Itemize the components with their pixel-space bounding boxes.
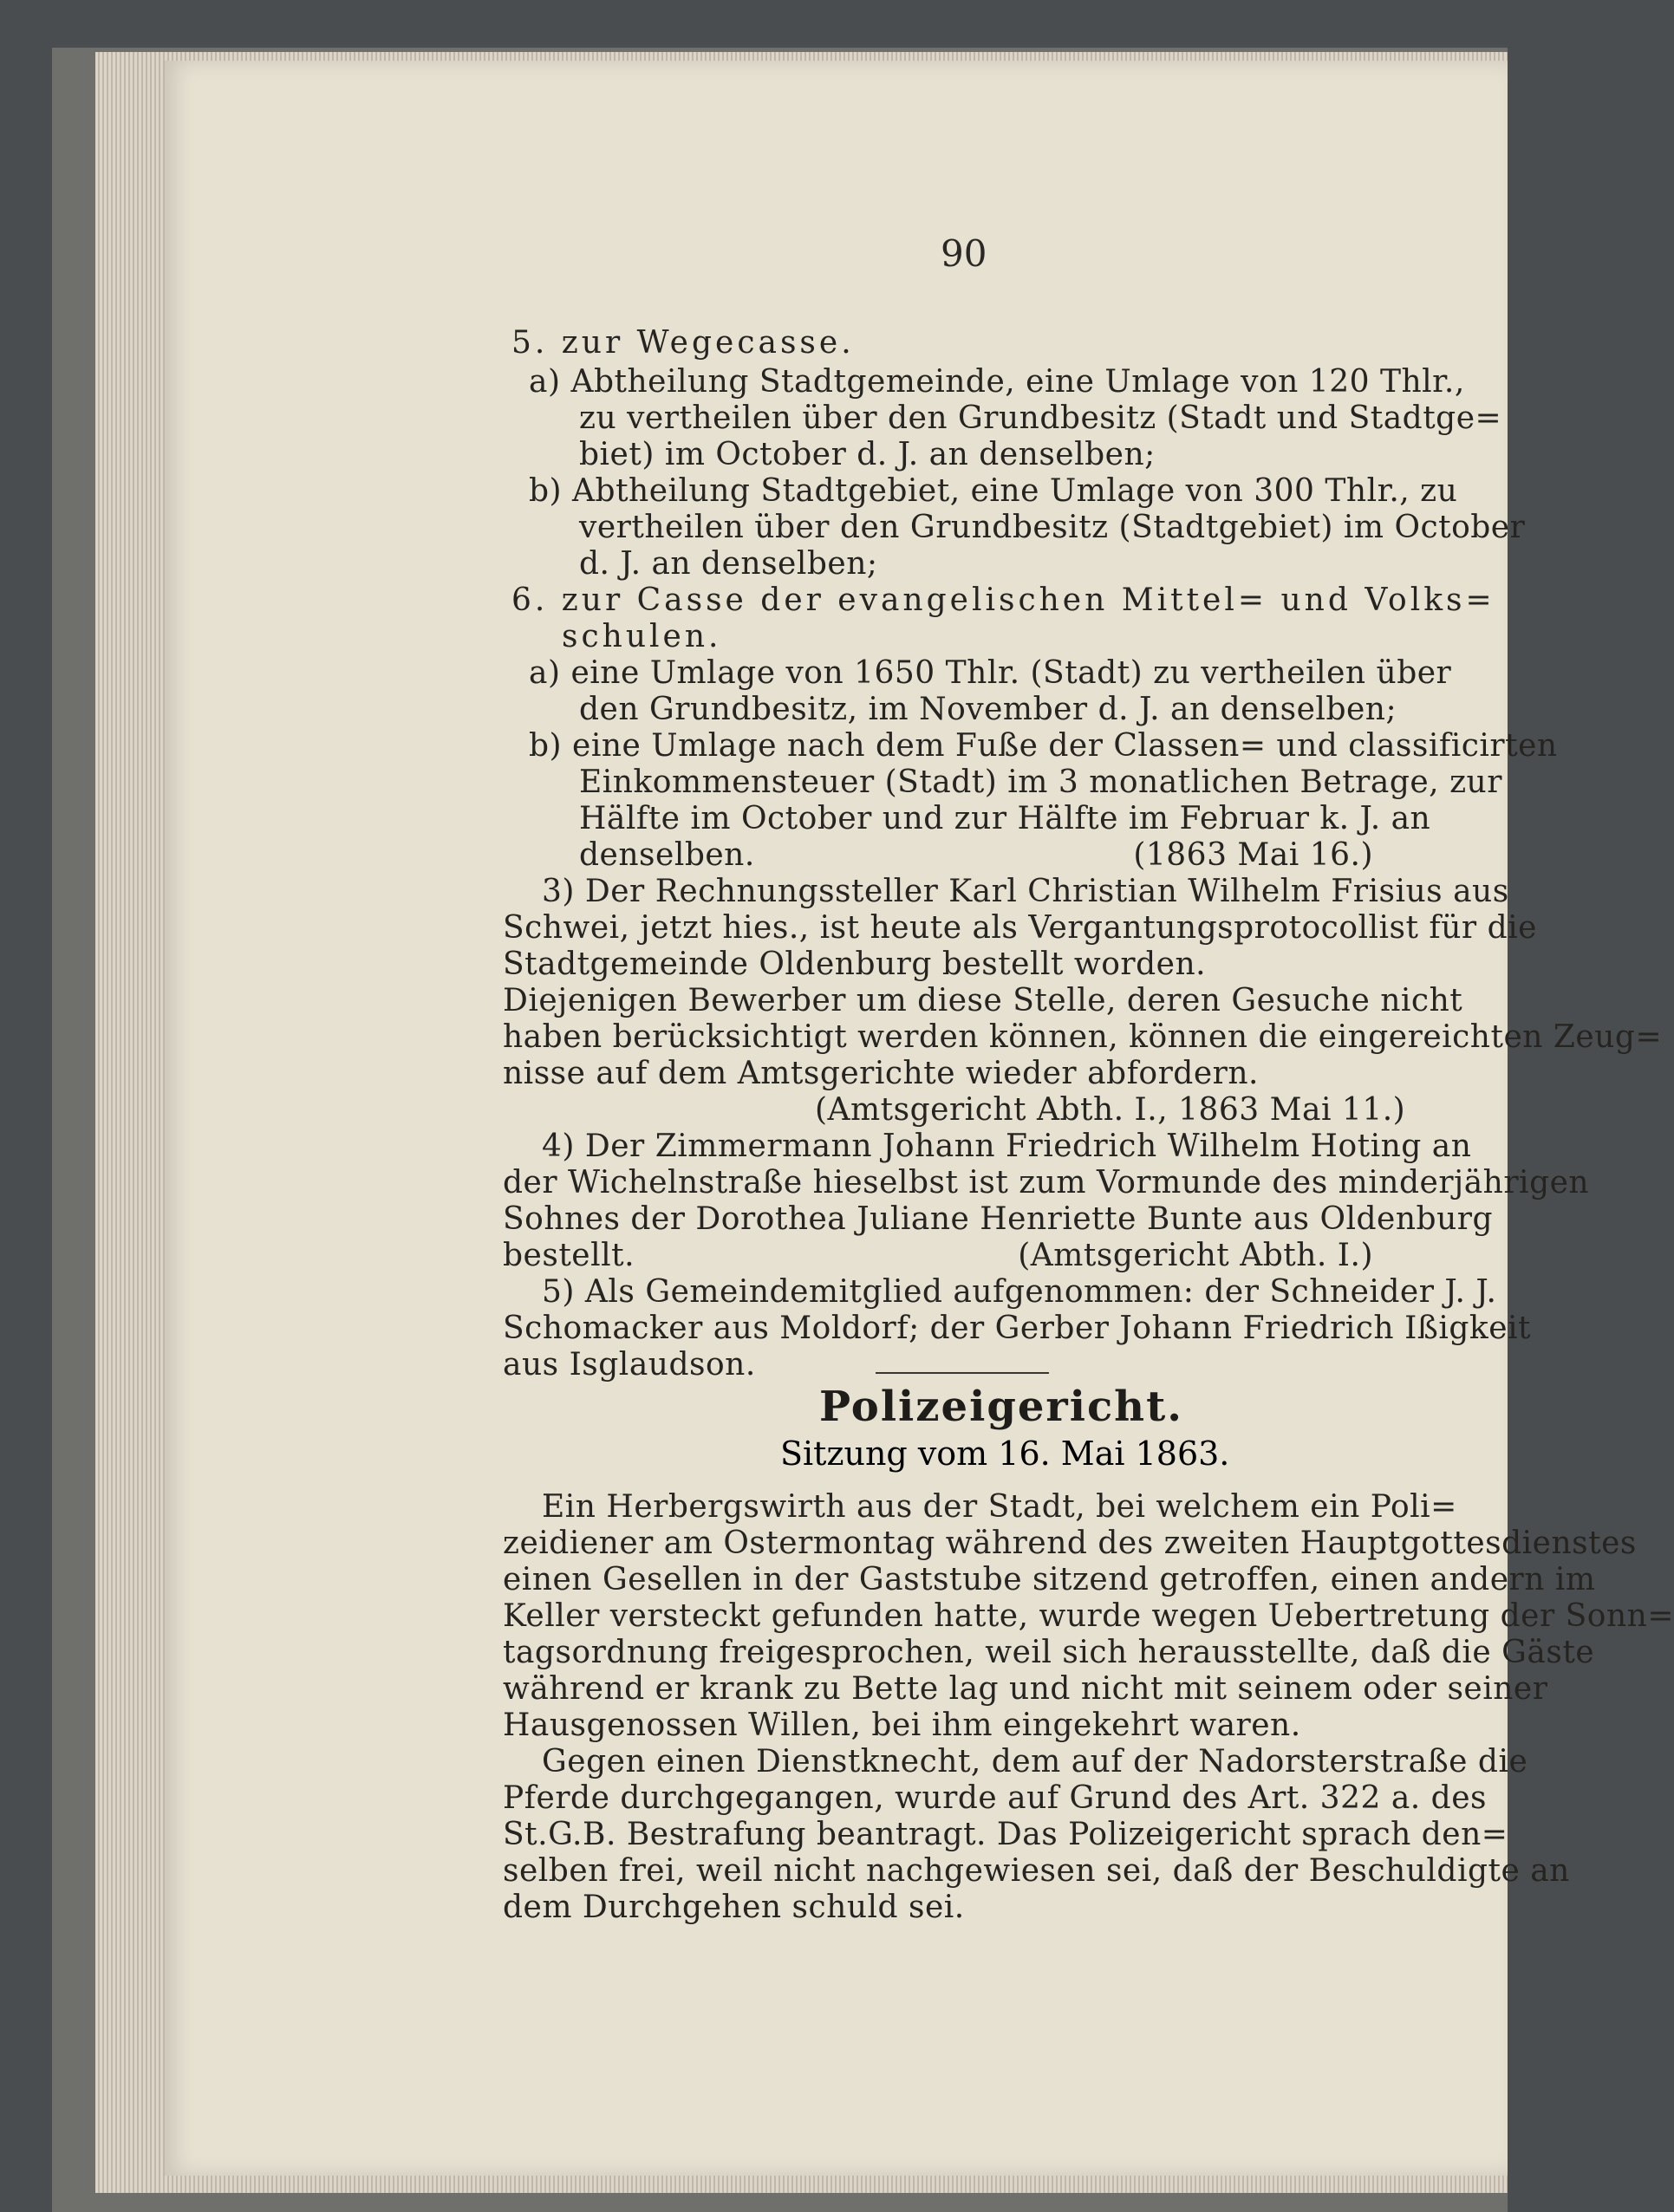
source-note: (1863 Mai 16.): [1133, 837, 1373, 873]
text-line: Einkommensteuer (Stadt) im 3 monatlichen Betrage, zur: [579, 764, 1502, 800]
section-title: Polizeigericht.: [819, 1382, 1183, 1431]
text-line: [579, 837, 1373, 873]
text-line: Keller versteckt gefunden hatte, wurde wegen Uebertretung der Sonn=: [503, 1598, 1674, 1634]
section-6-heading: schulen.: [562, 619, 722, 654]
text-line: aus Isglaudson.: [503, 1347, 756, 1382]
text-line: a) Abtheilung Stadtgemeinde, eine Umlage von 120 Thlr.,: [529, 364, 1465, 400]
text-line: 5) Als Gemeindemitglied aufgenommen: der Schneider J. J.: [542, 1274, 1497, 1310]
text-fragment: denselben.: [579, 837, 755, 873]
text-line: haben berücksichtigt werden können, können die eingereichten Zeug=: [503, 1019, 1663, 1055]
source-note: (Amtsgericht Abth. I.): [1018, 1238, 1373, 1273]
text-line: 3) Der Rechnungssteller Karl Christian Wilhelm Frisius aus: [542, 874, 1509, 909]
text-line: Hausgenossen Willen, bei ihm eingekehrt waren.: [503, 1708, 1301, 1743]
text-line: b) Abtheilung Stadtgebiet, eine Umlage von 300 Thlr., zu: [529, 473, 1458, 509]
text-line: a) eine Umlage von 1650 Thlr. (Stadt) zu vertheilen über: [529, 655, 1452, 691]
text-line: Schomacker aus Moldorf; der Gerber Johann Friedrich Ißigkeit: [503, 1311, 1531, 1346]
source-note: (Amtsgericht Abth. I., 1863 Mai 11.): [815, 1092, 1406, 1128]
text-line: Sohnes der Dorothea Juliane Henriette Bunte aus Oldenburg: [503, 1201, 1494, 1237]
text-line: [503, 1238, 1373, 1273]
text-line: Stadtgemeinde Oldenburg bestellt worden.: [503, 947, 1207, 982]
text-line: d. J. an denselben;: [579, 546, 878, 582]
text-line: Diejenigen Bewerber um diese Stelle, deren Gesuche nicht: [503, 983, 1463, 1018]
text-line: vertheilen über den Grundbesitz (Stadtgebiet) im October: [579, 510, 1526, 545]
text-line: 4) Der Zimmermann Johann Friedrich Wilhelm Hoting an: [542, 1129, 1472, 1164]
section-5-heading: 5. zur Wegecasse.: [511, 325, 855, 361]
text-line: dem Durchgehen schuld sei.: [503, 1890, 965, 1925]
text-line: einen Gesellen in der Gaststube sitzend getroffen, einen andern im: [503, 1562, 1596, 1597]
text-line: der Wichelnstraße hieselbst ist zum Vormunde des minderjährigen: [503, 1165, 1590, 1200]
text-line: b) eine Umlage nach dem Fuße der Classen= und classificirten: [529, 728, 1558, 764]
text-line: Hälfte im October und zur Hälfte im Februar k. J. an: [579, 801, 1431, 836]
text-line: Schwei, jetzt hies., ist heute als Vergantungsprotocollist für die: [503, 910, 1537, 946]
section-divider: [876, 1372, 1049, 1374]
text-line: tagsordnung freigesprochen, weil sich herausstellte, daß die Gäste: [503, 1635, 1595, 1670]
text-line: nisse auf dem Amtsgerichte wieder abfordern.: [503, 1056, 1259, 1091]
text-line: den Grundbesitz, im November d. J. an denselben;: [579, 692, 1397, 727]
text-line: biet) im October d. J. an denselben;: [579, 437, 1156, 472]
text-line: zeidiener am Ostermontag während des zweiten Hauptgottesdienstes: [503, 1526, 1637, 1561]
text-line: Pferde durchgegangen, wurde auf Grund des Art. 322 a. des: [503, 1780, 1488, 1816]
text-line: selben frei, weil nicht nachgewiesen sei, daß der Beschuldigte an: [503, 1853, 1570, 1889]
text-line: St.G.B. Bestrafung beantragt. Das Polizeigericht sprach den=: [503, 1817, 1508, 1852]
session-date: Sitzung vom 16. Mai 1863.: [780, 1435, 1230, 1473]
text-line: Gegen einen Dienstknecht, dem auf der Nadorsterstraße die: [542, 1744, 1528, 1779]
page-number: 90: [941, 232, 987, 275]
text-line: zu vertheilen über den Grundbesitz (Stadt und Stadtge=: [579, 400, 1502, 436]
text-line: während er krank zu Bette lag und nicht mit seinem oder seiner: [503, 1671, 1548, 1707]
text-line: Ein Herbergswirth aus der Stadt, bei welchem ein Poli=: [542, 1489, 1457, 1525]
text-fragment: bestellt.: [503, 1238, 635, 1273]
section-6-heading: 6. zur Casse der evangelischen Mittel= und Volks=: [511, 582, 1495, 618]
